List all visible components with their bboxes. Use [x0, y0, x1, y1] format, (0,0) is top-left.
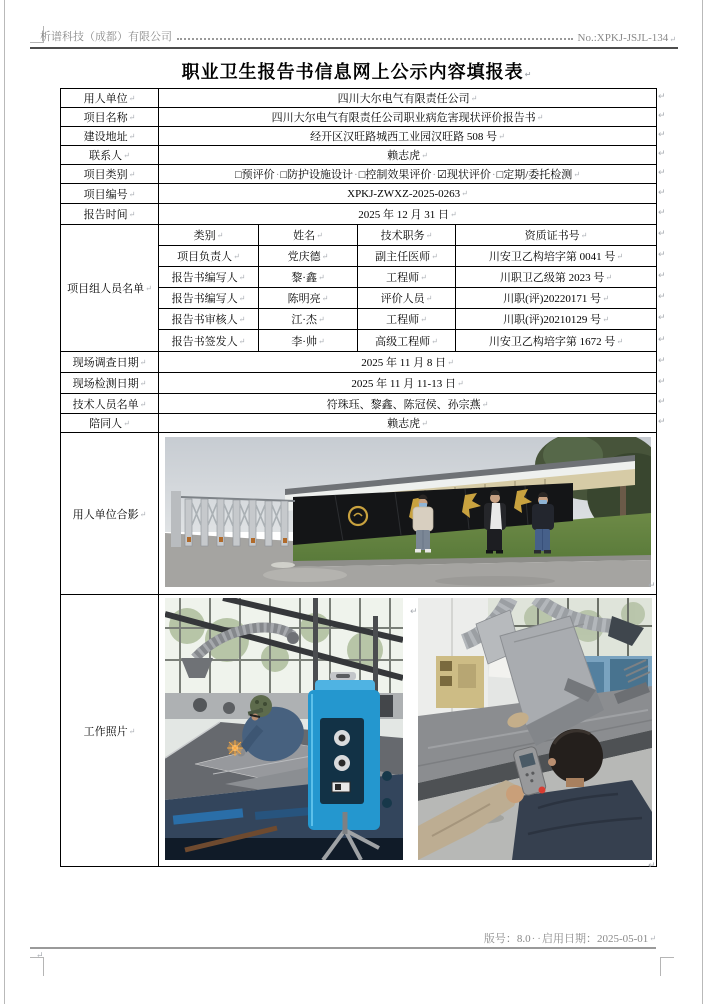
- project-no-value: XPKJ-ZWXZ-2025-0263↵: [159, 184, 657, 204]
- return-mark: ↵: [421, 151, 428, 160]
- table-row: [61, 146, 657, 165]
- contact-value: 赖志虎↵: [159, 146, 657, 165]
- checkbox-control-effect: □控制效果评价: [358, 169, 432, 181]
- form-table: [60, 88, 657, 867]
- escort-value: 赖志虎↵: [159, 414, 657, 433]
- table-row: [61, 204, 657, 225]
- page-title: 职业卫生报告书信息网上公示内容填报表↵: [181, 62, 533, 83]
- row-label-test-date: 现场检测日期↵: [61, 373, 159, 394]
- footer-version-label: 版号：: [483, 933, 517, 945]
- row-label-category: 项目类别↵: [61, 165, 159, 184]
- table-row: [61, 433, 657, 595]
- row-label-team: 项目组人员名单↵: [61, 225, 159, 352]
- group-photo-cell: [159, 433, 657, 595]
- footer-version-value: 8.0: [516, 933, 531, 945]
- table-row: [61, 225, 657, 246]
- crop-mark-bottom-right: [660, 957, 674, 976]
- checkbox-current-status-checked: ☑现状评价: [437, 169, 491, 181]
- return-mark: ↵: [128, 94, 136, 103]
- return-mark: ↵: [128, 113, 136, 122]
- return-mark: ↵: [128, 210, 136, 219]
- header-company-name: 析谱科技（成都）有限公司: [40, 31, 172, 43]
- team-col-header: 资质证书号↵: [456, 225, 657, 246]
- header-rule: [30, 47, 678, 49]
- return-mark: ↵: [128, 189, 136, 199]
- table-row: [61, 394, 657, 414]
- team-col-header: 姓名↵: [259, 225, 358, 246]
- table-row: [61, 414, 657, 433]
- return-mark: ↵: [36, 950, 44, 960]
- page-left-edge-line: [4, 0, 5, 1004]
- row-label-report-date: 报告时间↵: [61, 204, 159, 225]
- header-doc-number: No.:XPKJ-JSJL-134: [577, 32, 669, 44]
- return-mark: ↵: [216, 231, 224, 240]
- return-mark: ↵: [580, 231, 588, 240]
- company-gate-group-photo: [165, 437, 651, 590]
- return-mark: ↵: [470, 94, 478, 103]
- row-label-tech-staff: 技术人员名单↵: [61, 394, 159, 414]
- team-member-row: 项目负责人↵ 党庆德↵ 副主任医师↵ 川安卫乙构培字第 0041 号↵: [61, 246, 657, 267]
- survey-date-value: 2025 年 11 月 8 日↵: [159, 352, 657, 373]
- air-sampler-instrument: [308, 672, 392, 830]
- handheld-measurement-photo: [418, 598, 652, 863]
- return-mark: ↵: [461, 188, 468, 198]
- team-member-row: 报告书审核人↵ 江·杰↵ 工程师↵ 川职(评)20210129 号↵: [61, 309, 657, 330]
- return-mark: ↵: [524, 70, 533, 79]
- category-checkboxes: □预评价·□防护设施设计·□控制效果评价·☑现状评价·□定期/委托检测↵: [159, 165, 657, 184]
- report-date-value: 2025 年 12 月 31 日↵: [159, 204, 657, 225]
- footer-rule: [30, 947, 656, 949]
- row-label-survey-date: 现场调查日期↵: [61, 352, 159, 373]
- return-mark: ↵: [128, 170, 136, 179]
- return-mark: ↵: [425, 231, 433, 240]
- checkbox-periodic-test: □定期/委托检测: [496, 169, 573, 181]
- table-row: [61, 165, 657, 184]
- return-mark: ↵: [128, 132, 136, 141]
- address-value: 经开区汉旺路城西工业园汉旺路 508 号↵: [159, 127, 657, 146]
- team-col-header: 技术职务↵: [358, 225, 456, 246]
- return-mark: ↵: [573, 170, 580, 179]
- footer-date-label: 启用日期：: [541, 933, 597, 945]
- team-member-row: 报告书编写人↵ 黎·鑫↵ 工程师↵ 川职卫乙级第 2023 号↵: [61, 267, 657, 288]
- team-member-row: 报告书编写人↵ 陈明亮↵ 评价人员↵ 川职(评)20220171 号↵: [61, 288, 657, 309]
- footer-date-value: 2025-05-01: [596, 933, 649, 945]
- welding-air-sampling-photo: [165, 598, 403, 863]
- table-row: [61, 108, 657, 127]
- row-label-contact: 联系人↵: [61, 146, 159, 165]
- project-name-value: 四川大尔电气有限责任公司职业病危害现状评价报告书↵: [159, 108, 657, 127]
- return-mark: ↵: [123, 151, 130, 160]
- team-member-row: 报告书签发人↵ 李·帅↵ 高级工程师↵ 川安卫乙构培字第 1672 号↵: [61, 330, 657, 352]
- test-date-value: 2025 年 11 月 11-13 日↵: [159, 373, 657, 394]
- return-mark: ↵: [649, 934, 656, 943]
- checkbox-protective-design: □防护设施设计: [280, 169, 354, 181]
- return-mark: ↵: [316, 231, 323, 240]
- row-label-address: 建设地址↵: [61, 127, 159, 146]
- table-row: [61, 184, 657, 204]
- row-label-escort: 陪同人↵: [61, 414, 159, 433]
- table-row: [61, 127, 657, 146]
- page-header: [40, 28, 676, 44]
- row-label-project-no: 项目编号↵: [61, 184, 159, 204]
- return-mark: ↵: [669, 35, 676, 44]
- tech-staff-value: 符珠珏、黎鑫、陈冠侯、孙宗燕↵: [159, 394, 657, 414]
- work-photos-cell: [159, 595, 657, 867]
- table-row: [61, 595, 657, 867]
- page-right-edge-line: [702, 0, 703, 1004]
- employer-value: 四川大尔电气有限责任公司↵: [159, 89, 657, 108]
- return-mark: ↵: [145, 284, 152, 293]
- return-mark: ↵: [536, 113, 544, 122]
- page-footer: 版号：8.0· ·启用日期：2025-05-01↵: [483, 933, 656, 945]
- return-mark: ↵: [498, 132, 505, 141]
- table-row: [61, 352, 657, 373]
- table-row: [61, 89, 657, 108]
- row-label-employer: 用人单位↵: [61, 89, 159, 108]
- return-mark: ↵: [450, 210, 457, 219]
- checkbox-pre-evaluation: □预评价: [235, 169, 275, 181]
- row-label-group-photo: 用人单位合影↵: [61, 433, 159, 595]
- team-col-header: 类别↵: [159, 225, 259, 246]
- document-page: 析谱科技（成都）有限公司 No.:XPKJ-JSJL-134 ↵ 职业卫生报告书信息网上公示内容填报表↵ 用人单位↵ 四川大尔电气有限责任公司↵ 项目名称↵ 四川大尔电气有限责任公司职业病危害现状评价报告书↵ 建设地址↵ 经开区汉旺路城西工业园汉旺路 508 号↵ 联系人↵ 赖志虎↵ 项目类别↵ □预评价·□防护设施设计·□控制效果评价·☑现状评价·□定期/委托检测↵ 项目编号↵ XPKJ-ZWXZ-2025-0263↵ 报告时间↵ 2025 年 12 月 31 日↵ 项目组人员名单↵ 类别↵ 姓名↵ 技术职务↵ 资质证书号↵ 项目负责人↵ 党庆德↵ 副主任医师↵ 川安卫乙构培字第 0041 号↵ 报告书编写人↵ 黎·鑫↵ 工程师↵ 川职卫乙级第 2023 号↵ 报告书编写人↵ 陈明亮↵ 评价人员↵ 川职(评)20220171 号↵ 报告书审核人↵ 江·杰↵ 工程师↵ 川职(评)20210129 号↵ 报告书签发人↵ 李·帅↵ 高级工程师↵ 川安卫乙构培字第 1672 号↵ 现场调查日期↵ 2025 年 11 月 8 日↵ 现场检测日期↵ 2025 年 11 月 11-13 日↵ 技术人员名单↵ 符珠珏、黎鑫、陈冠侯、孙宗燕↵ 陪同人↵ 赖志虎↵ 用人单位合影↵ 工作照片↵ ↵ ↵ ↵ ↵ ↵ ↵ ↵ ↵ ↵ ↵ ↵ ↵ ↵ ↵ ↵ ↵ ↵ ↵ ↵ ↵ 版号：8.0· ·启用日期：2025-05-01↵ ↵: [0, 0, 714, 1004]
- row-label-project-name: 项目名称↵: [61, 108, 159, 127]
- table-row: [61, 373, 657, 394]
- header-dotted-leader: [177, 37, 573, 40]
- row-label-work-photos: 工作照片↵: [61, 595, 159, 867]
